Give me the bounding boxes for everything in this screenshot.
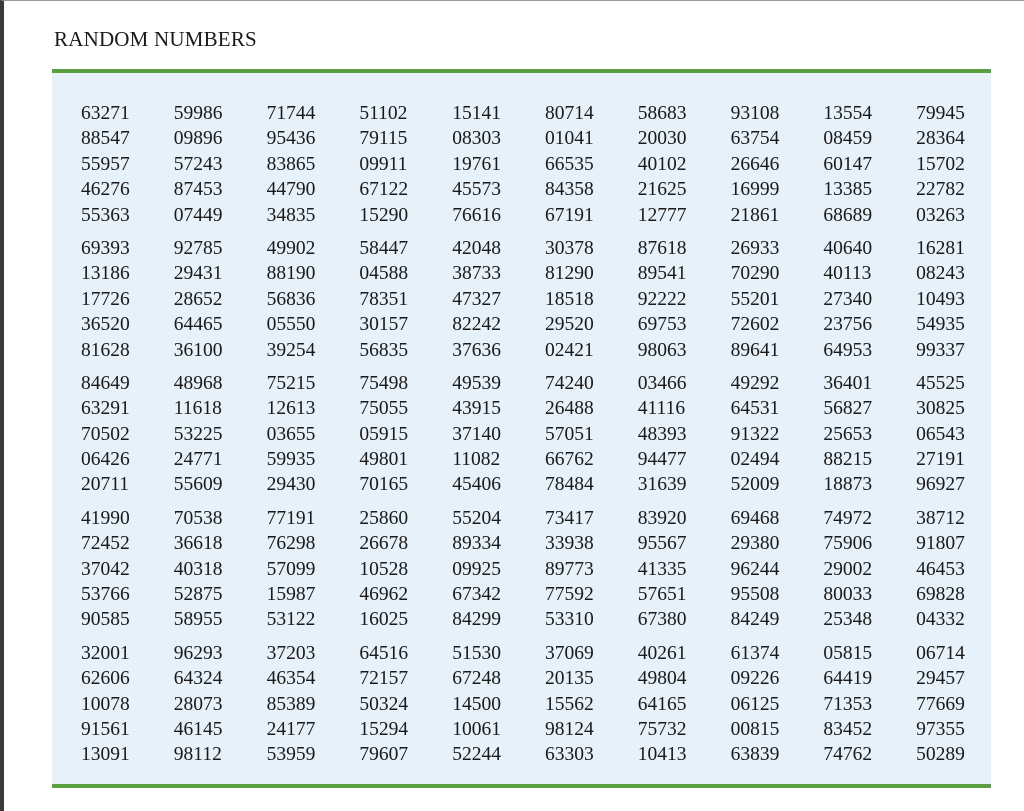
table-row xyxy=(81,641,1009,666)
number-cell: 93108 xyxy=(730,103,780,124)
number-cell: 26646 xyxy=(730,153,780,175)
number-cell: 79945 xyxy=(916,103,965,124)
number-cell: 10061 xyxy=(452,718,501,740)
number-cell: 07449 xyxy=(173,204,223,226)
table-row xyxy=(81,203,1009,228)
number-block xyxy=(81,101,1009,228)
number-block xyxy=(81,236,1009,363)
number-cell: 43915 xyxy=(452,398,501,420)
number-cell: 40318 xyxy=(173,558,223,580)
number-cell: 09226 xyxy=(730,668,780,690)
number-cell: 01041 xyxy=(544,128,594,150)
number-cell: 11618 xyxy=(173,398,222,420)
number-cell: 84249 xyxy=(730,609,780,631)
number-cell: 22782 xyxy=(916,179,965,201)
table-row xyxy=(81,152,1009,177)
number-cell: 12613 xyxy=(266,398,316,420)
number-cell: 77592 xyxy=(544,584,594,606)
number-cell: 57243 xyxy=(173,153,223,175)
number-cell: 74240 xyxy=(544,372,594,394)
number-cell: 70290 xyxy=(730,263,780,285)
number-cell: 55201 xyxy=(730,288,780,310)
number-cell: 61374 xyxy=(730,642,780,664)
number-cell: 81290 xyxy=(544,263,594,285)
number-cell: 36100 xyxy=(173,339,223,361)
number-cell: 53766 xyxy=(81,584,130,606)
number-cell: 19761 xyxy=(452,153,501,175)
number-block xyxy=(81,641,1009,768)
number-cell: 20135 xyxy=(544,668,594,690)
number-cell: 78351 xyxy=(359,288,409,310)
number-cell: 04332 xyxy=(916,609,965,631)
number-cell: 03655 xyxy=(266,423,316,445)
number-cell: 64165 xyxy=(637,693,687,715)
number-cell: 06426 xyxy=(81,449,130,471)
number-cell: 55609 xyxy=(173,474,223,496)
number-cell: 52875 xyxy=(173,584,223,606)
number-cell: 50289 xyxy=(916,744,965,766)
number-cell: 10528 xyxy=(359,558,409,580)
number-cell: 84649 xyxy=(81,372,130,394)
number-cell: 06125 xyxy=(730,693,780,715)
number-cell: 26933 xyxy=(730,237,780,259)
number-cell: 00815 xyxy=(730,718,780,740)
random-number-table xyxy=(52,73,991,784)
number-cell: 13554 xyxy=(823,103,873,124)
number-cell: 89334 xyxy=(452,533,501,555)
number-cell: 88547 xyxy=(81,128,130,150)
number-cell: 80714 xyxy=(544,103,594,124)
number-cell: 88190 xyxy=(266,263,316,285)
table-row xyxy=(81,396,1009,421)
number-cell: 66535 xyxy=(544,153,594,175)
number-cell: 75906 xyxy=(823,533,873,555)
number-cell: 09911 xyxy=(359,153,408,175)
number-cell: 82242 xyxy=(452,314,501,336)
number-cell: 55363 xyxy=(81,204,130,226)
table-row xyxy=(81,312,1009,337)
number-cell: 29431 xyxy=(173,263,223,285)
number-cell: 26678 xyxy=(359,533,409,555)
number-cell: 64531 xyxy=(730,398,780,420)
number-cell: 77669 xyxy=(916,693,965,715)
number-cell: 10493 xyxy=(916,288,965,310)
number-cell: 58683 xyxy=(637,103,687,124)
number-cell: 27191 xyxy=(916,449,965,471)
number-cell: 63271 xyxy=(81,103,130,124)
number-cell: 45406 xyxy=(452,474,501,496)
number-cell: 05550 xyxy=(266,314,316,336)
number-cell: 96293 xyxy=(173,642,223,664)
number-cell: 88215 xyxy=(823,449,873,471)
number-cell: 63303 xyxy=(544,744,594,766)
table-row xyxy=(81,692,1009,717)
number-cell: 47327 xyxy=(452,288,501,310)
number-cell: 56827 xyxy=(823,398,873,420)
number-cell: 64465 xyxy=(173,314,223,336)
number-cell: 66762 xyxy=(544,449,594,471)
number-cell: 84299 xyxy=(452,609,501,631)
number-cell: 64953 xyxy=(823,339,873,361)
number-cell: 75498 xyxy=(359,372,409,394)
number-cell: 15562 xyxy=(544,693,594,715)
table-row xyxy=(81,371,1009,396)
number-cell: 40113 xyxy=(823,263,872,285)
number-cell: 16999 xyxy=(730,179,780,201)
number-cell: 23756 xyxy=(823,314,873,336)
number-cell: 94477 xyxy=(637,449,687,471)
table-row xyxy=(81,177,1009,202)
number-cell: 45525 xyxy=(916,372,965,394)
number-cell: 05815 xyxy=(823,642,873,664)
number-cell: 41990 xyxy=(81,507,130,529)
number-cell: 37042 xyxy=(81,558,130,580)
number-cell: 69828 xyxy=(916,584,965,606)
number-cell: 96244 xyxy=(730,558,780,580)
number-cell: 58447 xyxy=(359,237,409,259)
number-cell: 15141 xyxy=(452,103,501,124)
table-row xyxy=(81,531,1009,556)
number-cell: 16281 xyxy=(916,237,965,259)
number-cell: 36401 xyxy=(823,372,873,394)
number-cell: 97355 xyxy=(916,718,965,740)
table-row xyxy=(81,582,1009,607)
number-cell: 25653 xyxy=(823,423,873,445)
number-cell: 72602 xyxy=(730,314,780,336)
number-cell: 83452 xyxy=(823,718,873,740)
number-cell: 30378 xyxy=(544,237,594,259)
number-cell: 40261 xyxy=(637,642,687,664)
number-cell: 91561 xyxy=(81,718,130,740)
number-cell: 67122 xyxy=(359,179,409,201)
number-cell: 75732 xyxy=(637,718,687,740)
number-cell: 74762 xyxy=(823,744,873,766)
number-cell: 28364 xyxy=(916,128,965,150)
number-cell: 53959 xyxy=(266,744,316,766)
number-cell: 57099 xyxy=(266,558,316,580)
bottom-divider xyxy=(52,784,991,788)
number-cell: 71353 xyxy=(823,693,873,715)
number-cell: 83865 xyxy=(266,153,316,175)
number-block xyxy=(81,506,1009,633)
number-cell: 36618 xyxy=(173,533,223,555)
number-cell: 72157 xyxy=(359,668,409,690)
number-cell: 15294 xyxy=(359,718,409,740)
number-cell: 42048 xyxy=(452,237,501,259)
number-cell: 95508 xyxy=(730,584,780,606)
number-cell: 92785 xyxy=(173,237,223,259)
number-cell: 92222 xyxy=(637,288,687,310)
number-cell: 38712 xyxy=(916,507,965,529)
number-cell: 29002 xyxy=(823,558,873,580)
number-cell: 32001 xyxy=(81,642,130,664)
number-cell: 20030 xyxy=(637,128,687,150)
number-cell: 70538 xyxy=(173,507,223,529)
number-cell: 20711 xyxy=(81,474,130,496)
number-cell: 49902 xyxy=(266,237,316,259)
number-cell: 11082 xyxy=(452,449,501,471)
number-cell: 13385 xyxy=(823,179,873,201)
number-cell: 30157 xyxy=(359,314,409,336)
number-cell: 15702 xyxy=(916,153,965,175)
number-cell: 39254 xyxy=(266,339,316,361)
number-cell: 89541 xyxy=(637,263,687,285)
number-cell: 05915 xyxy=(359,423,409,445)
table-row xyxy=(81,742,1009,767)
number-cell: 24177 xyxy=(266,718,316,740)
number-cell: 98124 xyxy=(544,718,594,740)
number-cell: 48393 xyxy=(637,423,687,445)
number-cell: 85389 xyxy=(266,693,316,715)
number-cell: 49539 xyxy=(452,372,501,394)
number-cell: 89773 xyxy=(544,558,594,580)
number-cell: 13091 xyxy=(81,744,130,766)
number-cell: 18518 xyxy=(544,288,594,310)
number-cell: 59935 xyxy=(266,449,316,471)
number-cell: 14500 xyxy=(452,693,501,715)
number-cell: 79115 xyxy=(359,128,408,150)
number-cell: 40640 xyxy=(823,237,873,259)
number-cell: 08459 xyxy=(823,128,873,150)
table-row xyxy=(81,261,1009,286)
number-cell: 44790 xyxy=(266,179,316,201)
number-cell: 67248 xyxy=(452,668,501,690)
number-cell: 15987 xyxy=(266,584,316,606)
number-cell: 02494 xyxy=(730,449,780,471)
number-cell: 67191 xyxy=(544,204,594,226)
number-cell: 51530 xyxy=(452,642,501,664)
number-cell: 06714 xyxy=(916,642,965,664)
number-cell: 10413 xyxy=(637,744,687,766)
number-cell: 74972 xyxy=(823,507,873,529)
number-cell: 56836 xyxy=(266,288,316,310)
number-cell: 60147 xyxy=(823,153,873,175)
number-cell: 54935 xyxy=(916,314,965,336)
number-cell: 71744 xyxy=(266,103,316,124)
number-cell: 12777 xyxy=(637,204,687,226)
number-cell: 17726 xyxy=(81,288,130,310)
number-cell: 46276 xyxy=(81,179,130,201)
number-cell: 67342 xyxy=(452,584,501,606)
number-cell: 55957 xyxy=(81,153,130,175)
number-cell: 51102 xyxy=(359,103,408,124)
number-cell: 77191 xyxy=(266,507,316,529)
number-cell: 46453 xyxy=(916,558,965,580)
number-cell: 69393 xyxy=(81,237,130,259)
number-cell: 96927 xyxy=(916,474,965,496)
number-cell: 78484 xyxy=(544,474,594,496)
number-cell: 36520 xyxy=(81,314,130,336)
table-title: RANDOM NUMBERS xyxy=(54,27,257,51)
table-row xyxy=(81,607,1009,632)
number-cell: 09896 xyxy=(173,128,223,150)
number-cell: 87618 xyxy=(637,237,687,259)
number-cell: 89641 xyxy=(730,339,780,361)
number-cell: 63839 xyxy=(730,744,780,766)
number-cell: 52244 xyxy=(452,744,501,766)
number-cell: 26488 xyxy=(544,398,594,420)
number-cell: 64419 xyxy=(823,668,873,690)
number-cell: 18873 xyxy=(823,474,873,496)
number-cell: 10078 xyxy=(81,693,130,715)
number-cell: 28073 xyxy=(173,693,223,715)
number-cell: 27340 xyxy=(823,288,873,310)
number-cell: 46354 xyxy=(266,668,316,690)
number-cell: 46962 xyxy=(359,584,409,606)
number-cell: 49804 xyxy=(637,668,687,690)
number-cell: 91322 xyxy=(730,423,780,445)
number-cell: 53310 xyxy=(544,609,594,631)
number-cell: 37140 xyxy=(452,423,501,445)
number-cell: 58955 xyxy=(173,609,223,631)
table-row xyxy=(81,101,1009,126)
number-cell: 29520 xyxy=(544,314,594,336)
number-cell: 83920 xyxy=(637,507,687,529)
number-cell: 16025 xyxy=(359,609,409,631)
number-cell: 63291 xyxy=(81,398,130,420)
number-cell: 53122 xyxy=(266,609,316,631)
number-cell: 29380 xyxy=(730,533,780,555)
number-cell: 37069 xyxy=(544,642,594,664)
number-cell: 37203 xyxy=(266,642,316,664)
number-cell: 09925 xyxy=(452,558,501,580)
number-cell: 03466 xyxy=(637,372,687,394)
number-cell: 24771 xyxy=(173,449,223,471)
table-row xyxy=(81,287,1009,312)
number-cell: 64516 xyxy=(359,642,409,664)
number-cell: 31639 xyxy=(637,474,687,496)
number-cell: 29430 xyxy=(266,474,316,496)
number-cell: 79607 xyxy=(359,744,409,766)
number-cell: 75215 xyxy=(266,372,316,394)
number-cell: 08303 xyxy=(452,128,501,150)
table-row xyxy=(81,472,1009,497)
number-cell: 55204 xyxy=(452,507,501,529)
number-cell: 06543 xyxy=(916,423,965,445)
number-cell: 95567 xyxy=(637,533,687,555)
number-cell: 59986 xyxy=(173,103,223,124)
number-cell: 63754 xyxy=(730,128,780,150)
table-row xyxy=(81,236,1009,261)
number-cell: 91807 xyxy=(916,533,965,555)
table-row xyxy=(81,447,1009,472)
number-cell: 69468 xyxy=(730,507,780,529)
number-cell: 76616 xyxy=(452,204,501,226)
number-cell: 08243 xyxy=(916,263,965,285)
number-cell: 21861 xyxy=(730,204,780,226)
number-cell: 02421 xyxy=(544,339,594,361)
number-cell: 25348 xyxy=(823,609,873,631)
number-cell: 30825 xyxy=(916,398,965,420)
number-cell: 29457 xyxy=(916,668,965,690)
number-cell: 25860 xyxy=(359,507,409,529)
number-cell: 56835 xyxy=(359,339,409,361)
number-cell: 90585 xyxy=(81,609,130,631)
number-cell: 70502 xyxy=(81,423,130,445)
number-cell: 98063 xyxy=(637,339,687,361)
number-grid xyxy=(81,101,1009,776)
number-cell: 49292 xyxy=(730,372,780,394)
number-cell: 75055 xyxy=(359,398,409,420)
number-cell: 03263 xyxy=(916,204,965,226)
number-cell: 72452 xyxy=(81,533,130,555)
number-cell: 50324 xyxy=(359,693,409,715)
number-cell: 40102 xyxy=(637,153,687,175)
number-cell: 68689 xyxy=(823,204,873,226)
number-cell: 80033 xyxy=(823,584,873,606)
number-cell: 67380 xyxy=(637,609,687,631)
number-cell: 48968 xyxy=(173,372,223,394)
number-cell: 95436 xyxy=(266,128,316,150)
number-cell: 45573 xyxy=(452,179,501,201)
number-cell: 99337 xyxy=(916,339,965,361)
table-row xyxy=(81,557,1009,582)
number-cell: 37636 xyxy=(452,339,501,361)
number-cell: 41116 xyxy=(637,398,686,420)
number-cell: 81628 xyxy=(81,339,130,361)
number-cell: 52009 xyxy=(730,474,780,496)
number-cell: 33938 xyxy=(544,533,594,555)
number-cell: 13186 xyxy=(81,263,130,285)
table-row xyxy=(81,126,1009,151)
number-cell: 87453 xyxy=(173,179,223,201)
table-row xyxy=(81,506,1009,531)
number-cell: 84358 xyxy=(544,179,594,201)
number-cell: 41335 xyxy=(637,558,687,580)
number-cell: 73417 xyxy=(544,507,594,529)
number-cell: 64324 xyxy=(173,668,223,690)
table-row xyxy=(81,717,1009,742)
number-cell: 34835 xyxy=(266,204,316,226)
number-cell: 04588 xyxy=(359,263,409,285)
number-cell: 38733 xyxy=(452,263,501,285)
number-cell: 15290 xyxy=(359,204,409,226)
number-cell: 62606 xyxy=(81,668,130,690)
number-cell: 69753 xyxy=(637,314,687,336)
number-cell: 53225 xyxy=(173,423,223,445)
number-cell: 57051 xyxy=(544,423,594,445)
number-cell: 21625 xyxy=(637,179,687,201)
number-cell: 28652 xyxy=(173,288,223,310)
number-cell: 98112 xyxy=(173,744,222,766)
number-cell: 49801 xyxy=(359,449,409,471)
table-row xyxy=(81,338,1009,363)
table-row xyxy=(81,666,1009,691)
number-cell: 57651 xyxy=(637,584,687,606)
number-cell: 70165 xyxy=(359,474,409,496)
table-row xyxy=(81,422,1009,447)
number-block xyxy=(81,371,1009,498)
number-cell: 46145 xyxy=(173,718,223,740)
number-cell: 76298 xyxy=(266,533,316,555)
